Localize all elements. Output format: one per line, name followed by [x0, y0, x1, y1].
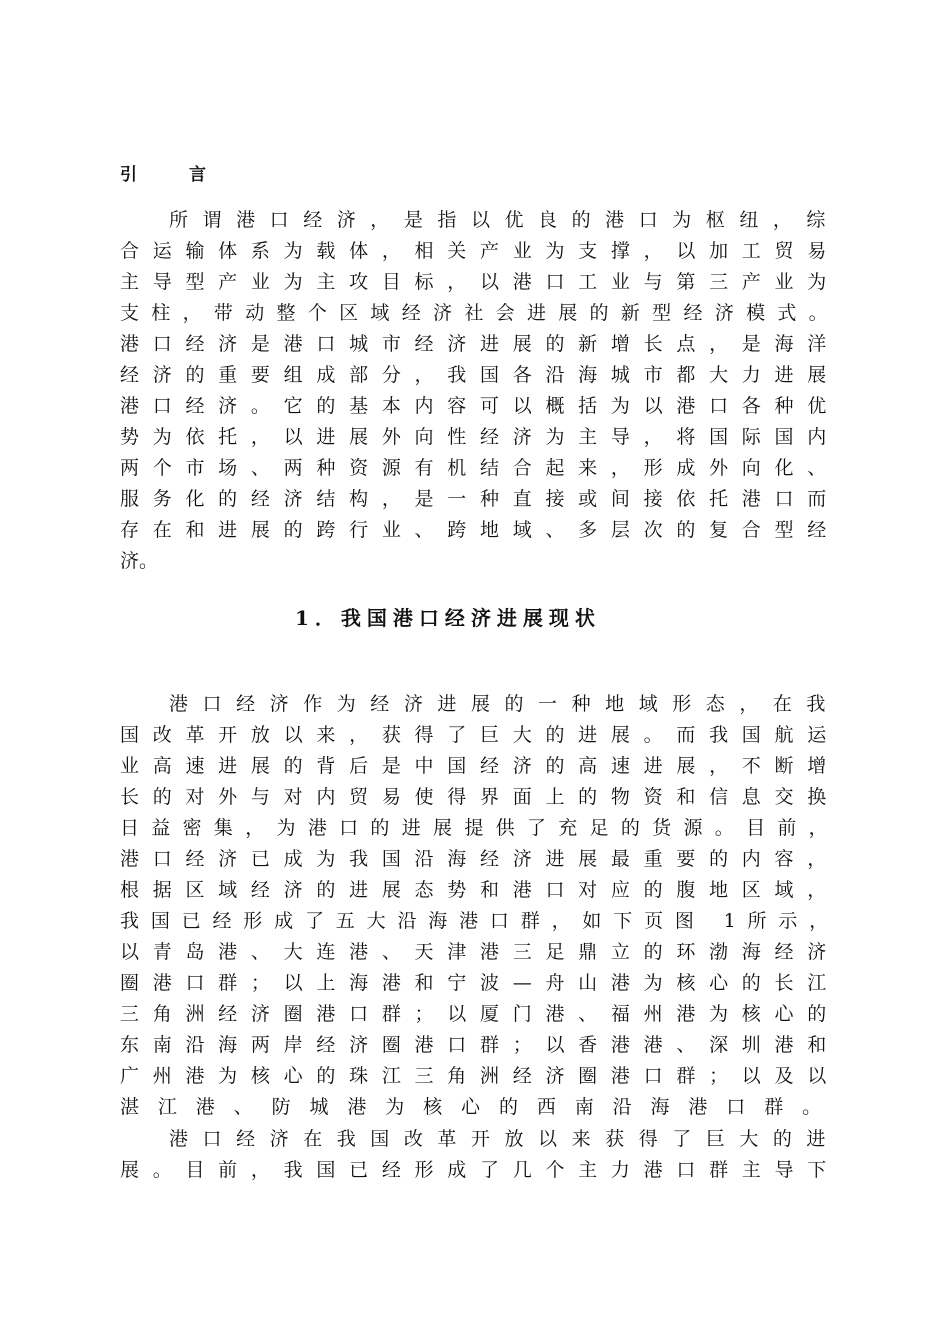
text-line: 圈港口群；以上海港和宁波—舟山港为核心的长江 [120, 972, 840, 994]
text-line: 港口经济是港口城市经济进展的新增长点，是海洋 [120, 333, 840, 355]
text-line: 日益密集，为港口的进展提供了充足的货源。目前， [120, 817, 840, 839]
section-title: 1．我国港口经济进展现状 [295, 606, 601, 630]
text-line: 港口经济已成为我国沿海经济进展最重要的内容， [120, 848, 840, 870]
text-line: 济。 [120, 550, 159, 572]
text-line: 三角洲经济圈港口群；以厦门港、福州港为核心的 [120, 1003, 840, 1025]
text-line: 展。目前，我国已经形成了几个主力港口群主导下 [120, 1159, 840, 1181]
text-line: 业高速进展的背后是中国经济的高速进展，不断增 [120, 755, 840, 777]
text-line: 存在和进展的跨行业、跨地域、多层次的复合型经 [120, 519, 840, 541]
text-line: 港口经济。它的基本内容可以概括为以港口各种优 [120, 395, 840, 417]
text-line: 以青岛港、大连港、天津港三足鼎立的环渤海经济 [120, 941, 840, 963]
text-line: 长的对外与对内贸易使得界面上的物资和信息交换 [120, 786, 840, 808]
text-line: 港口经济在我国改革开放以来获得了巨大的进 [169, 1128, 840, 1150]
text-line: 主导型产业为主攻目标，以港口工业与第三产业为 [120, 271, 840, 293]
text-line: 根据区域经济的进展态势和港口对应的腹地区域， [120, 879, 840, 901]
text-line: 势为依托，以进展外向性经济为主导，将国际国内 [120, 426, 840, 448]
text-line: 东南沿海两岸经济圈港口群；以香港港、深圳港和 [120, 1034, 840, 1056]
text-line: 两个市场、两种资源有机结合起来，形成外向化、 [120, 457, 840, 479]
text-line: 所谓港口经济，是指以优良的港口为枢纽，综 [169, 209, 840, 231]
text-line: 湛江港、防城港为核心的西南沿海港口群。 [120, 1096, 840, 1118]
text-line: 我国已经形成了五大沿海港口群，如下页图 1所示， [120, 910, 840, 932]
text-line: 港口经济作为经济进展的一种地域形态，在我 [169, 693, 840, 715]
text-line: 支柱，带动整个区域经济社会进展的新型经济模式。 [120, 302, 840, 324]
text-line: 国改革开放以来，获得了巨大的进展。而我国航运 [120, 724, 840, 746]
text-line: 经济的重要组成部分，我国各沿海城市都大力进展 [120, 364, 840, 386]
intro-heading: 引 言 [120, 165, 212, 185]
text-line: 合运输体系为载体，相关产业为支撑，以加工贸易 [120, 240, 840, 262]
text-line: 服务化的经济结构，是一种直接或间接依托港口而 [120, 488, 840, 510]
text-line: 广州港为核心的珠江三角洲经济圈港口群；以及以 [120, 1065, 840, 1087]
